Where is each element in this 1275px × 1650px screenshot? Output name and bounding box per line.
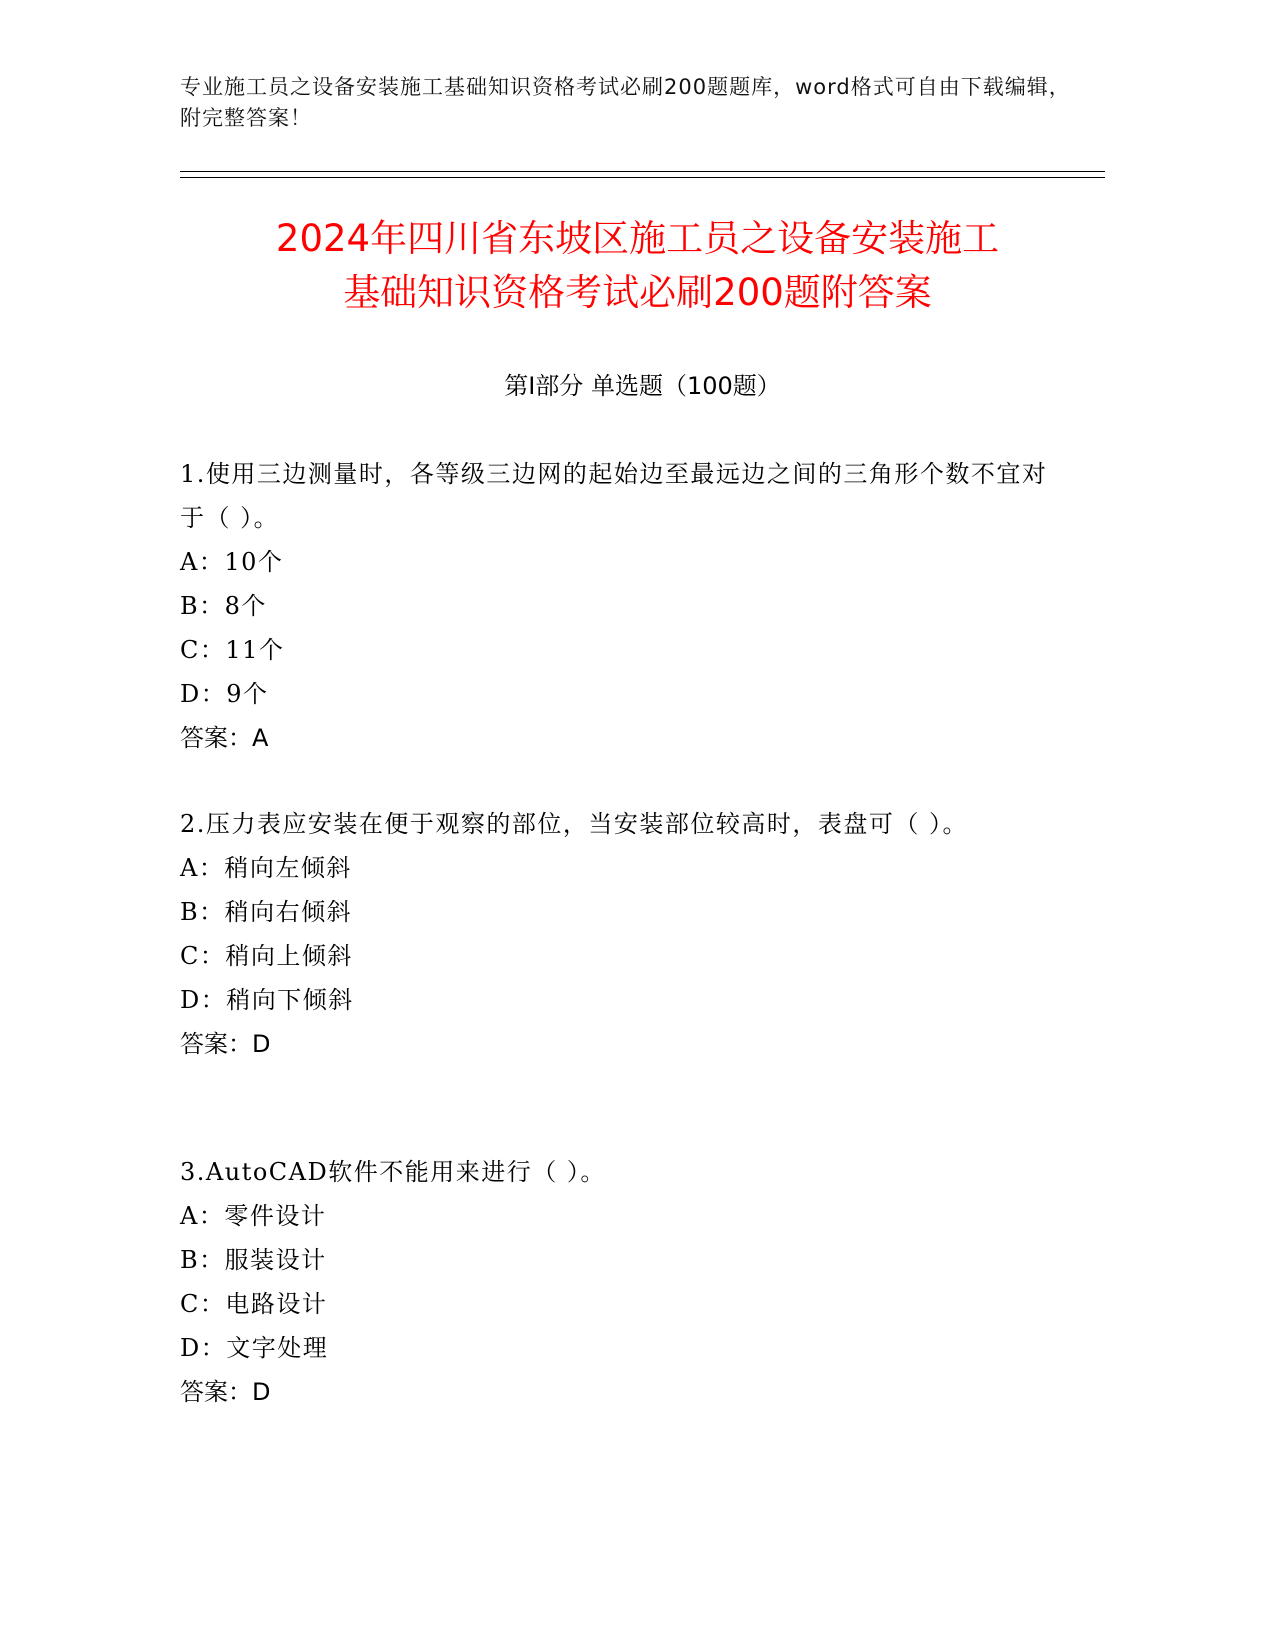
option-d: D：稍向下倾斜: [180, 986, 354, 1014]
option-d: D：文字处理: [180, 1334, 329, 1362]
question-2: [180, 802, 1060, 1066]
option-c: C：电路设计: [180, 1290, 328, 1318]
option-a: A：零件设计: [180, 1202, 327, 1230]
header-rule-bottom: [180, 177, 1105, 178]
question-stem: 3.AutoCAD软件不能用来进行（ ）。: [180, 1158, 606, 1186]
question-3: [180, 1150, 1060, 1414]
question-1: [180, 452, 1060, 760]
document-title: [140, 212, 1135, 320]
document-title-line-1: 2024年四川省东坡区施工员之设备安装施工: [275, 217, 1000, 260]
section-title: 第Ⅰ部分 单选题（100题）: [504, 372, 781, 400]
option-c: C：稍向上倾斜: [180, 942, 353, 970]
option-a: A：10个: [180, 548, 284, 576]
option-b: B：8个: [180, 592, 267, 620]
question-stem: 2.压力表应安装在便于观察的部位，当安装部位较高时，表盘可（ ）。: [180, 810, 969, 838]
option-a: A：稍向左倾斜: [180, 854, 352, 882]
option-b: B：服装设计: [180, 1246, 327, 1274]
option-b: B：稍向右倾斜: [180, 898, 353, 926]
header-note: 专业施工员之设备安装施工基础知识资格考试必刷200题题库，word格式可自由下载编辑，附完整答案！: [180, 75, 1071, 130]
answer: 答案：D: [180, 1378, 271, 1406]
document-title-line-2: 基础知识资格考试必刷200题附答案: [343, 271, 932, 314]
answer: 答案：D: [180, 1030, 271, 1058]
answer: 答案：A: [180, 724, 269, 752]
option-c: C：11个: [180, 636, 285, 664]
header-rule-top: [180, 171, 1105, 172]
question-stem: 1.使用三边测量时，各等级三边网的起始边至最远边之间的三角形个数不宜对于（ ）。: [180, 460, 1048, 532]
option-d: D：9个: [180, 680, 269, 708]
